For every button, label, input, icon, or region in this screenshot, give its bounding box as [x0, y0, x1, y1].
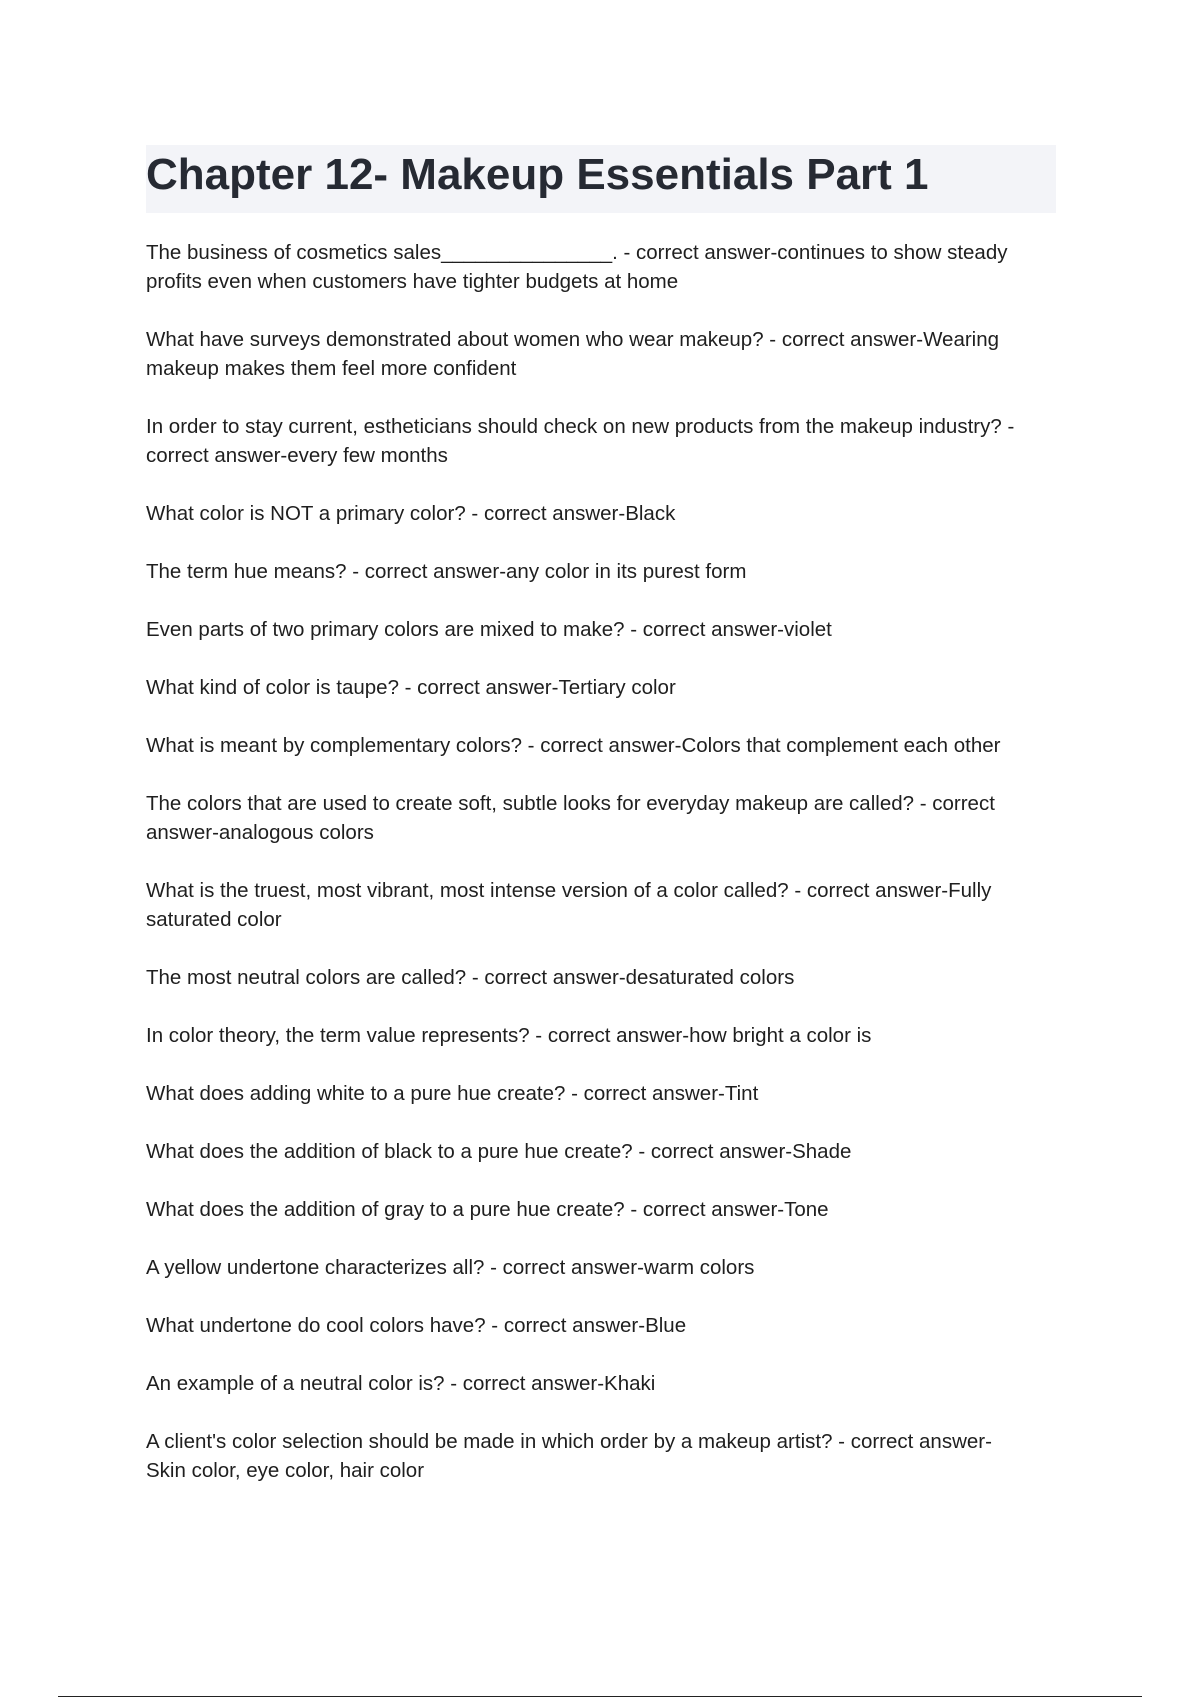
qa-item: The most neutral colors are called? - correct answer-desaturated colors — [146, 966, 795, 989]
qa-item: What undertone do cool colors have? - correct answer-Blue — [146, 1314, 687, 1337]
qa-item: What does adding white to a pure hue create? - correct answer-Tint — [146, 1082, 759, 1105]
qa-item: The business of cosmetics sales_______________. - correct answer-continues to show steady profits even when customers have tighter budgets at home — [146, 241, 1008, 293]
footer-divider — [58, 1696, 1142, 1697]
qa-item: A client's color selection should be made in which order by a makeup artist? - correct answer-Skin color, eye color, hair color — [146, 1430, 992, 1482]
qa-item: What have surveys demonstrated about women who wear makeup? - correct answer-Wearing makeup makes them feel more confident — [146, 328, 1000, 380]
qa-item: The colors that are used to create soft, subtle looks for everyday makeup are called? - correct answer-analogous colors — [146, 792, 995, 844]
qa-list — [146, 238, 1026, 1514]
qa-item: What is the truest, most vibrant, most intense version of a color called? - correct answer-Fully saturated color — [146, 879, 992, 931]
qa-item: Even parts of two primary colors are mixed to make? - correct answer-violet — [146, 618, 832, 641]
qa-item: What color is NOT a primary color? - correct answer-Black — [146, 502, 676, 525]
qa-item: In order to stay current, estheticians should check on new products from the makeup industry? - correct answer-every few months — [146, 415, 1015, 467]
qa-item: The term hue means? - correct answer-any color in its purest form — [146, 560, 747, 583]
qa-item: An example of a neutral color is? - correct answer-Khaki — [146, 1372, 656, 1395]
qa-item: What does the addition of gray to a pure hue create? - correct answer-Tone — [146, 1198, 829, 1221]
qa-item: What kind of color is taupe? - correct answer-Tertiary color — [146, 676, 676, 699]
page-title: Chapter 12- Makeup Essentials Part 1 — [146, 150, 929, 199]
qa-item: What is meant by complementary colors? - correct answer-Colors that complement each other — [146, 734, 1001, 757]
qa-item: In color theory, the term value represents? - correct answer-how bright a color is — [146, 1024, 872, 1047]
qa-item: A yellow undertone characterizes all? - correct answer-warm colors — [146, 1256, 755, 1279]
qa-item: What does the addition of black to a pure hue create? - correct answer-Shade — [146, 1140, 852, 1163]
title-block — [146, 145, 1056, 213]
